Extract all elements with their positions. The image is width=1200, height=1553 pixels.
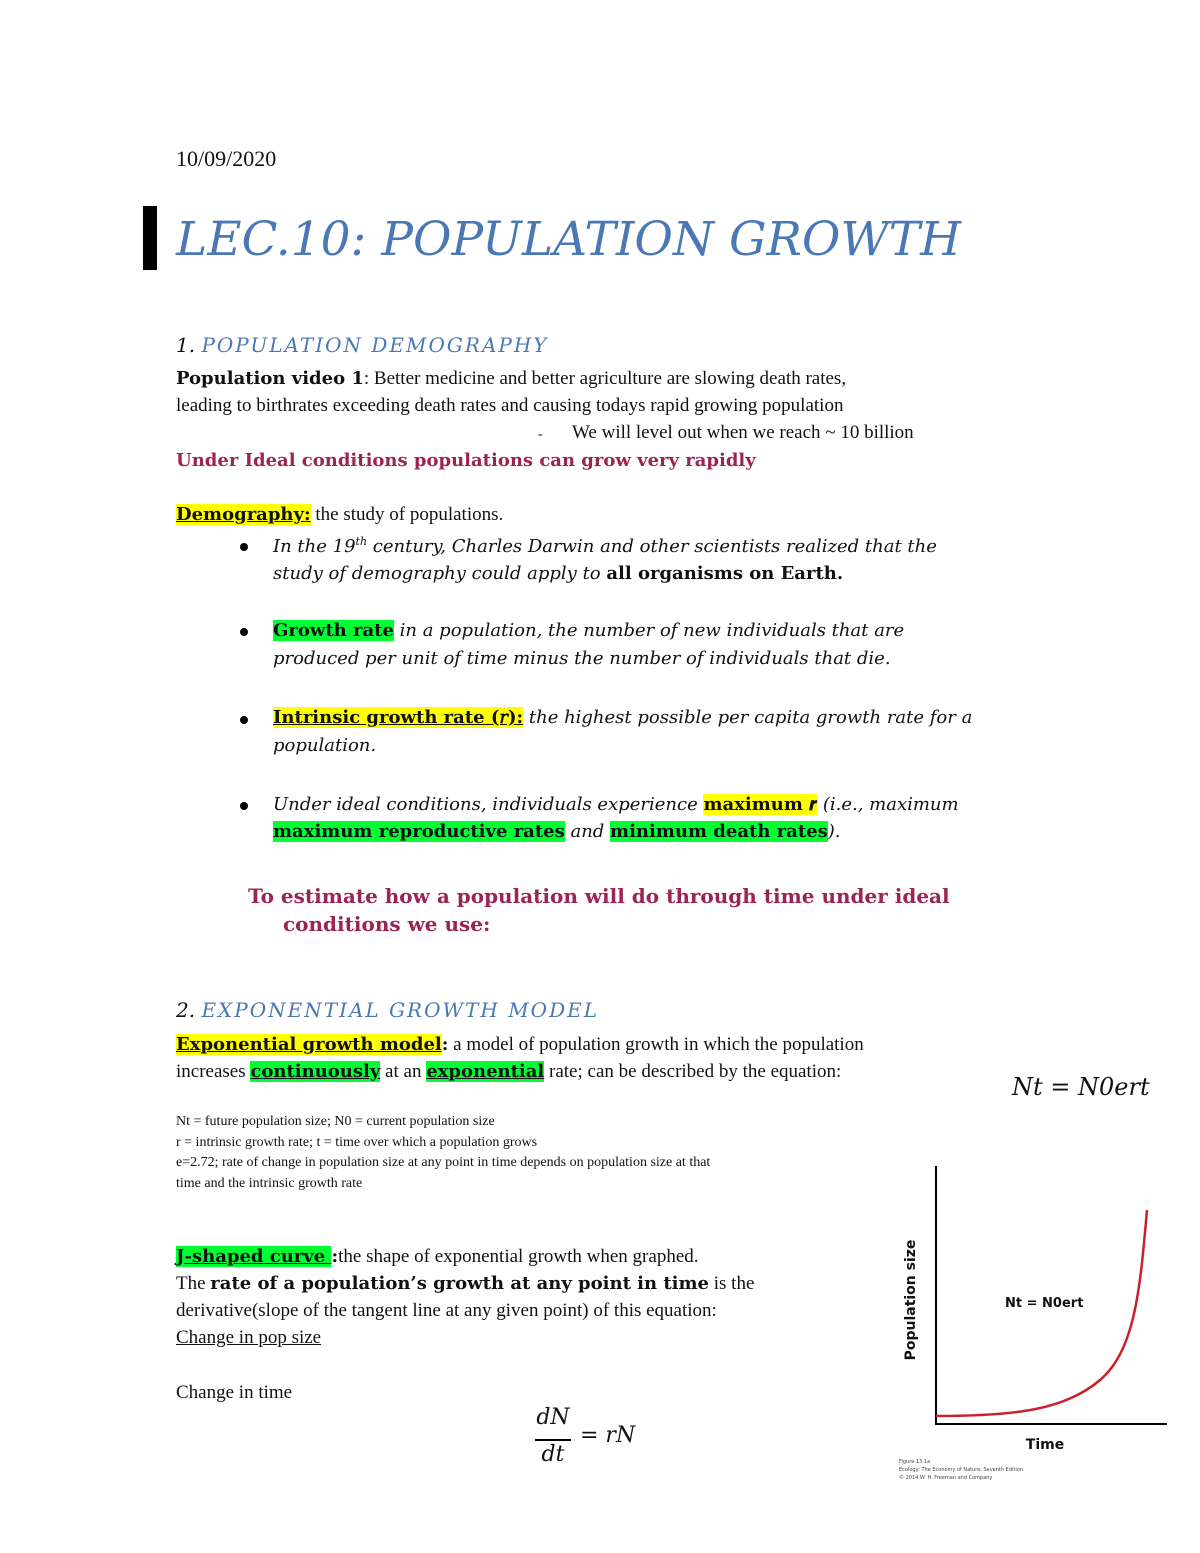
- rate-text-a: The: [176, 1273, 211, 1294]
- definition-line-3: e=2.72; rate of change in population size at any point in time depends on population size at that: [176, 1155, 711, 1170]
- min-death-rates-term: minimum death rates: [610, 821, 828, 842]
- demography-line: [176, 504, 503, 526]
- population-video-line: [176, 368, 846, 390]
- bullet-4-line-2: [273, 821, 840, 842]
- j-shaped-curve-term: J-shaped curve: [176, 1246, 332, 1267]
- dash-marker: -: [538, 427, 543, 442]
- derivative-rhs: = 𝑟𝑁: [580, 1423, 636, 1448]
- exponential-equation: 𝑁𝑡 = 𝑁0e𝑟𝑡: [1012, 1073, 1150, 1101]
- model-colon: :: [441, 1034, 449, 1055]
- model-line-1: [176, 1034, 864, 1056]
- demography-term: Demography:: [176, 504, 311, 525]
- j-curve-figure: [895, 1160, 1175, 1500]
- rate-text-b: is the: [709, 1273, 755, 1294]
- population-video-text-1: : Better medicine and better agriculture are slowing death rates,: [363, 368, 847, 389]
- section-2-heading: [176, 998, 599, 1022]
- model-text-b1: increases: [176, 1061, 251, 1082]
- figure-caption-1: Figure 13.1a: [899, 1459, 931, 1465]
- max-reproductive-rates-term: maximum reproductive rates: [273, 821, 565, 842]
- derivative-numerator: 𝑑𝑁: [536, 1405, 570, 1430]
- figure-caption-2: Ecology: The Economy of Nature, Seventh Edition: [899, 1467, 1023, 1473]
- model-text-a: a model of population growth in which the population: [448, 1034, 864, 1055]
- demography-definition: the study of populations.: [310, 504, 504, 525]
- figure-curve-label: Nt = N0ert: [1005, 1296, 1084, 1311]
- bullet-1-line-2: [273, 563, 843, 584]
- section-2-title: EXPONENTIAL GROWTH MODEL: [201, 998, 599, 1022]
- estimate-line-2: conditions we use:: [283, 912, 491, 936]
- bullet-2-text-a: in a population, the number of new individuals that are: [393, 620, 905, 641]
- intrinsic-growth-rate-term: Intrinsic growth rate (𝑟):: [273, 707, 524, 728]
- bullet-3-text-a: the highest possible per capita growth rate for a: [523, 707, 973, 728]
- section-1-heading: [176, 333, 548, 357]
- j-colon: :: [331, 1246, 339, 1267]
- derivative-denominator: 𝑑𝑡: [541, 1442, 565, 1467]
- level-out-text: We will level out when we reach ~ 10 billion: [572, 422, 914, 443]
- bullet-dot: [240, 628, 248, 636]
- j-curve-definition: the shape of exponential growth when graphed.: [338, 1246, 699, 1267]
- bullet-1-text-b: century, Charles Darwin and other scientists realized that the: [367, 536, 937, 557]
- bullet-3-line-1: [273, 707, 972, 728]
- maximum-r-term: maximum 𝒓: [703, 794, 818, 815]
- bullet-dot: [240, 802, 248, 810]
- bullet-2-line-1: [273, 620, 904, 641]
- definition-line-1: Nt = future population size; N0 = current population size: [176, 1114, 495, 1129]
- ideal-conditions-line: Under Ideal conditions populations can grow very rapidly: [176, 450, 756, 471]
- bullet-1-line-1: [273, 535, 937, 557]
- level-out-line: [538, 422, 543, 444]
- bullet-dot: [240, 716, 248, 724]
- rate-line-2: derivative(slope of the tangent line at any given point) of this equation:: [176, 1300, 717, 1321]
- change-in-time: Change in time: [176, 1382, 293, 1403]
- population-video-text-2: leading to birthrates exceeding death rates and causing todays rapid growing population: [176, 395, 844, 416]
- model-line-2: [176, 1061, 841, 1083]
- population-video-label: Population video 1: [176, 368, 364, 389]
- exponential-growth-model-term: Exponential growth model: [176, 1034, 442, 1055]
- bullet-4-text-a: Under ideal conditions, individuals experience: [273, 794, 704, 815]
- estimate-line-1: To estimate how a population will do through time under ideal: [248, 884, 950, 908]
- model-text-b2: at an: [380, 1061, 427, 1082]
- bullet-3-line-2: population.: [273, 735, 377, 756]
- document-date: 10/09/2020: [176, 146, 277, 171]
- bullet-1-text-c: study of demography could apply to: [273, 563, 607, 584]
- section-1-title: POPULATION DEMOGRAPHY: [201, 333, 549, 357]
- bullet-1-superscript: th: [355, 535, 368, 548]
- exponential-term: exponential: [426, 1061, 545, 1082]
- title-bar: [143, 206, 157, 270]
- bullet-1-text-a: In the 19: [273, 536, 356, 557]
- rate-bold: rate of a population’s growth at any point in time: [210, 1273, 709, 1294]
- figure-y-label: Population size: [903, 1239, 919, 1361]
- exponential-curve: [936, 1210, 1147, 1416]
- bullet-4-text-c: and: [564, 821, 611, 842]
- bullet-4-text-d: ).: [827, 821, 841, 842]
- figure-x-label: Time: [1025, 1437, 1065, 1453]
- section-2-number: 2.: [176, 998, 196, 1022]
- continuously-term: continuously: [250, 1061, 381, 1082]
- bullet-4-line-1: [273, 794, 959, 815]
- fraction-bar: [535, 1439, 571, 1441]
- definition-line-4: time and the intrinsic growth rate: [176, 1176, 363, 1191]
- rate-line-1: [176, 1273, 754, 1295]
- bullet-2-line-2: produced per unit of time minus the number of individuals that die.: [273, 648, 891, 669]
- figure-caption-3: © 2014 W. H. Freeman and Company: [899, 1475, 993, 1481]
- model-text-b3: rate; can be described by the equation:: [544, 1061, 842, 1082]
- j-curve-line: [176, 1246, 699, 1268]
- growth-rate-term: Growth rate: [273, 620, 394, 641]
- change-pop-size: Change in pop size: [176, 1327, 322, 1348]
- definition-line-2: r = intrinsic growth rate; t = time over which a population grows: [176, 1135, 538, 1150]
- page-title: LEC.10: POPULATION GROWTH: [176, 212, 962, 267]
- bullet-dot: [240, 543, 248, 551]
- section-1-number: 1.: [176, 333, 196, 357]
- bullet-1-bold: all organisms on Earth.: [606, 563, 844, 584]
- bullet-4-text-b: (i.e., maximum: [817, 794, 959, 815]
